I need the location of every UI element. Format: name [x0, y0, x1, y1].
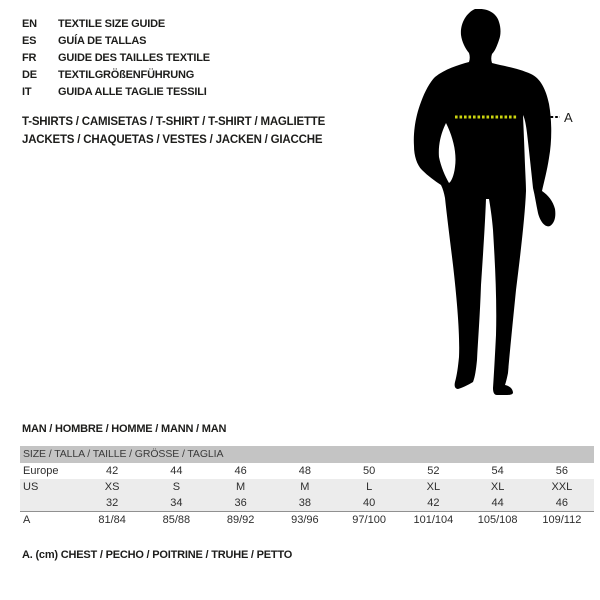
- size-table-cell: 46: [234, 465, 247, 477]
- category-line: JACKETS / CHAQUETAS / VESTES / JACKEN / GIACCHE: [22, 134, 323, 146]
- size-table-cell: 38: [298, 497, 311, 509]
- language-guide-title: TEXTILGRÖßENFÜHRUNG: [58, 69, 195, 81]
- size-table-cell: 97/100: [352, 514, 386, 526]
- size-table-cell: M: [236, 481, 246, 493]
- size-table-row-label: A: [23, 514, 31, 526]
- category-lines: [22, 113, 325, 149]
- section-title: MAN / HOMBRE / HOMME / MANN / MAN: [22, 423, 227, 435]
- size-table-cell: 40: [363, 497, 376, 509]
- language-row: [22, 84, 210, 101]
- language-row: [22, 33, 210, 50]
- size-table-cell: 54: [491, 465, 504, 477]
- size-table-row: [20, 479, 594, 495]
- man-silhouette-figure: [400, 5, 580, 400]
- size-table-row-label: [20, 495, 80, 511]
- size-table-cell: 85/88: [162, 514, 191, 526]
- size-table-body: [20, 463, 594, 528]
- size-table-cell: 48: [298, 465, 311, 477]
- size-table-cell: L: [366, 481, 373, 493]
- size-table-cell: S: [172, 481, 181, 493]
- size-table-cell: 93/96: [291, 514, 319, 526]
- size-table-cell: 42: [427, 497, 440, 509]
- language-row: [22, 50, 210, 67]
- size-table: [20, 446, 594, 528]
- size-table-cell: 46: [555, 497, 568, 509]
- size-table-cell: 109/112: [542, 514, 582, 526]
- size-table-row: [20, 511, 594, 528]
- size-table-cell: 52: [427, 465, 440, 477]
- language-code: IT: [22, 86, 32, 98]
- language-title-list: [22, 16, 210, 101]
- language-code: ES: [22, 35, 37, 47]
- language-row: [22, 16, 210, 33]
- size-table-cell: 34: [170, 497, 183, 509]
- size-table-cell: XL: [426, 481, 441, 493]
- size-table-cell: 89/92: [226, 514, 255, 526]
- measure-label-a: A: [564, 110, 573, 125]
- size-table-cell: 105/108: [477, 514, 518, 526]
- size-table-cell: 42: [106, 465, 119, 477]
- size-table-cell: M: [300, 481, 310, 493]
- language-row: [22, 67, 210, 84]
- language-code: EN: [22, 18, 37, 30]
- language-guide-title: GUIDE DES TAILLES TEXTILE: [58, 52, 210, 64]
- language-guide-title: GUIDA ALLE TAGLIE TESSILI: [58, 86, 207, 98]
- size-table-cell: 101/104: [413, 514, 454, 526]
- size-table-cell: XXL: [551, 481, 573, 493]
- size-table-row: [20, 463, 594, 479]
- size-table-cell: 81/84: [98, 514, 126, 526]
- size-table-row-label: US: [23, 481, 39, 493]
- size-table-cell: 44: [491, 497, 504, 509]
- man-silhouette: [414, 9, 556, 395]
- language-guide-title: GUÍA DE TALLAS: [58, 35, 147, 47]
- size-table-cell: XS: [104, 481, 120, 493]
- language-code: FR: [22, 52, 37, 64]
- size-table-cell: 56: [555, 465, 568, 477]
- size-table-row: [20, 495, 594, 511]
- size-table-cell: 44: [170, 465, 183, 477]
- language-code: DE: [22, 69, 37, 81]
- measurement-footnote: A. (cm) CHEST / PECHO / POITRINE / TRUHE / PETTO: [22, 549, 293, 561]
- size-table-cell: 36: [234, 497, 247, 509]
- size-table-cell: XL: [490, 481, 505, 493]
- size-table-row-label: Europe: [23, 465, 59, 477]
- size-table-header: SIZE / TALLA / TAILLE / GRÖSSE / TAGLIA: [20, 446, 594, 463]
- language-guide-title: TEXTILE SIZE GUIDE: [58, 18, 166, 30]
- size-table-cell: 50: [363, 465, 376, 477]
- category-line: T-SHIRTS / CAMISETAS / T-SHIRT / T-SHIRT / MAGLIETTE: [22, 116, 326, 128]
- size-table-cell: 32: [106, 497, 119, 509]
